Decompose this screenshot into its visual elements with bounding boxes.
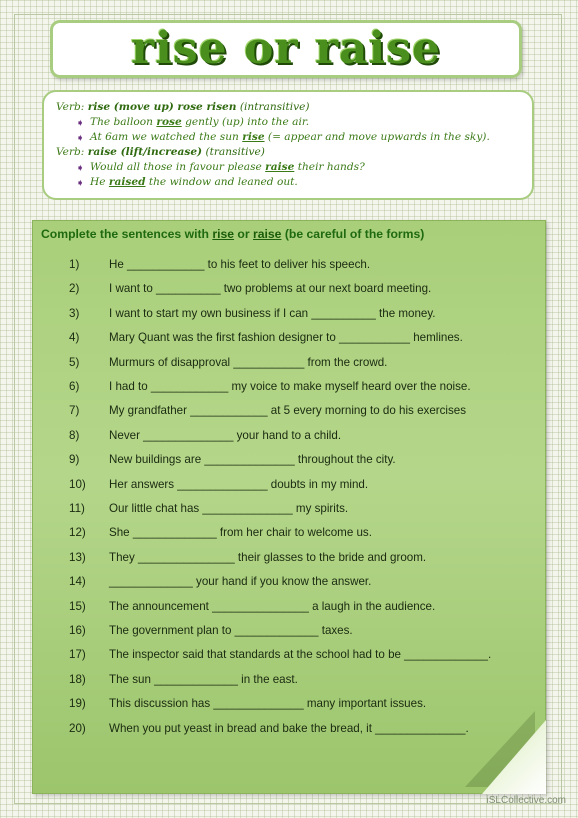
item-sentence[interactable]: The sun _____________ in the east. [109,672,298,686]
item-sentence[interactable]: I want to __________ two problems at our next board meeting. [109,282,432,296]
exercise-item [33,671,545,689]
item-sentence[interactable]: Mary Quant was the first fashion designer to ___________ hemlines. [109,331,463,345]
item-number: 12) [69,526,86,540]
item-sentence[interactable]: Never ______________ your hand to a child. [109,428,342,442]
rise-type: (intransitive) [239,101,310,113]
rise-label: Verb: [56,101,85,113]
item-number: 19) [69,697,86,711]
item-sentence[interactable]: They _______________ their glasses to the bride and groom. [109,550,427,564]
instruction-text: (be careful of the forms) [281,227,425,241]
item-sentence[interactable]: He ____________ to his feet to deliver his speech. [109,258,371,271]
example-keyword: raise [265,161,295,173]
example-keyword: raised [108,176,146,188]
item-sentence[interactable]: _____________ your hand if you know the answer. [109,575,372,589]
exercise-item [33,549,545,567]
definitions-box [42,90,534,200]
exercise-item [33,280,545,298]
item-number: 11) [69,502,85,515]
exercise-item [33,402,545,420]
raise-example-2 [56,175,520,190]
raise-label: Verb: [56,146,85,158]
item-sentence[interactable]: Her answers ______________ doubts in my mind. [109,477,369,491]
instruction-text: or [234,227,253,241]
item-number: 15) [69,599,86,613]
example-text: gently (up) into the air. [181,116,310,128]
exercise-item [33,646,545,664]
item-number: 13) [69,550,86,564]
arrow-bullet-icon: ➧ [76,118,85,129]
example-text: At 6am we watched the sun [90,131,243,143]
item-sentence[interactable]: When you put yeast in bread and bake the bread, it ______________. [109,721,469,735]
item-sentence[interactable]: Murmurs of disapproval ___________ from the crowd. [109,355,388,369]
exercise-item [33,329,545,347]
item-number: 3) [69,306,80,320]
item-sentence[interactable]: The announcement _______________ a laugh in the audience. [109,599,436,613]
item-number: 5) [69,355,80,369]
exercise-item [33,695,545,713]
example-keyword: rose [156,116,182,128]
item-number: 14) [69,575,86,589]
raise-definition [56,145,520,160]
page-title: rise or raise [131,23,441,74]
rise-head: rise (move up) rose risen [87,101,237,113]
example-text: The balloon [90,116,157,128]
exercise-item [33,573,545,591]
instruction-keyword-raise: raise [253,227,282,241]
exercise-item [33,256,545,274]
exercise-item [33,622,545,640]
exercise-item [33,500,545,518]
exercise-item [33,378,545,396]
exercise-item [33,524,545,542]
item-number: 1) [69,258,80,271]
exercise-panel [32,220,546,794]
raise-example-1 [56,160,520,175]
item-sentence[interactable]: I want to start my own business if I can __________ the money. [109,306,436,320]
rise-example-1 [56,115,520,130]
item-sentence[interactable]: I had to ____________ my voice to make myself heard over the noise. [109,380,471,393]
item-sentence[interactable]: Our little chat has ______________ my spirits. [109,502,349,515]
example-text: He [90,176,109,188]
item-number: 16) [69,624,86,637]
rise-definition [56,100,520,115]
item-sentence[interactable]: The government plan to _____________ taxes. [109,624,353,637]
example-text: (= appear and move upwards in the sky). [264,131,490,143]
arrow-bullet-icon: ➧ [76,178,85,189]
exercise-instruction [41,227,424,241]
title-banner [50,20,522,78]
exercise-item [33,354,545,372]
rise-example-2 [56,130,520,145]
example-text: the window and leaned out. [145,176,298,188]
item-number: 9) [69,453,80,467]
item-number: 6) [69,380,80,393]
item-number: 18) [69,672,86,686]
item-number: 7) [69,404,80,418]
raise-type: (transitive) [205,146,265,158]
item-number: 4) [69,331,80,345]
item-number: 20) [69,721,86,735]
instruction-keyword-rise: rise [212,227,235,241]
example-text: their hands? [294,161,365,173]
exercise-item [33,476,545,494]
exercise-item [33,720,545,738]
exercise-item [33,598,545,616]
item-sentence[interactable]: The inspector said that standards at the school had to be _____________. [109,648,492,662]
exercise-item [33,427,545,445]
item-sentence[interactable]: This discussion has ______________ many important issues. [109,697,427,711]
item-sentence[interactable]: My grandfather ____________ at 5 every morning to do his exercises [109,404,467,418]
item-sentence[interactable]: New buildings are ______________ throughout the city. [109,453,396,467]
item-sentence[interactable]: She _____________ from her chair to welcome us. [109,526,372,540]
raise-head: raise (lift/increase) [87,146,203,158]
arrow-bullet-icon: ➧ [76,133,85,144]
item-number: 10) [69,477,86,491]
exercise-item [33,305,545,323]
exercise-item [33,451,545,469]
item-number: 17) [69,648,86,662]
example-keyword: rise [242,131,265,143]
item-number: 8) [69,428,80,442]
item-number: 2) [69,282,80,296]
example-text: Would all those in favour please [90,161,266,173]
instruction-text: Complete the sentences with [41,227,213,241]
watermark: iSLCollective.com [486,795,566,806]
arrow-bullet-icon: ➧ [76,163,85,174]
